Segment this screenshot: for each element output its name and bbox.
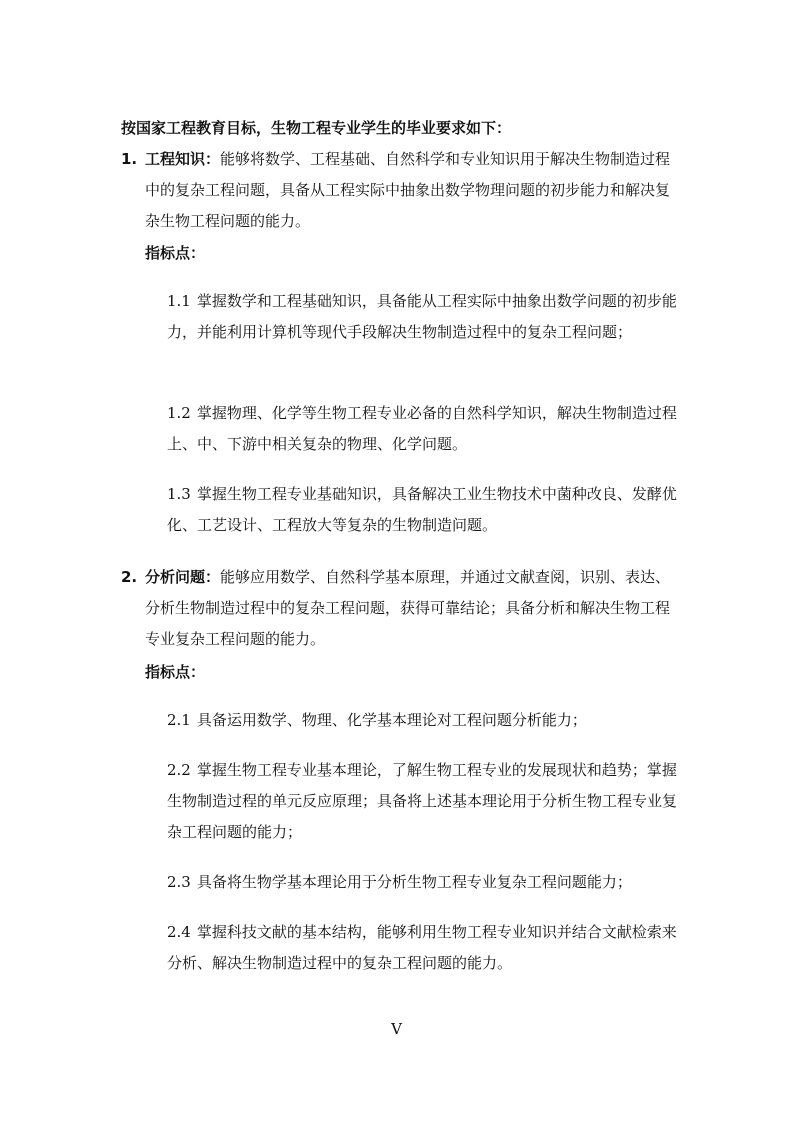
point-number: 1.1 [167,292,191,310]
page-number: V [391,1020,402,1038]
indicator-point-2-2 [167,755,679,848]
indicator-point-1-1 [167,286,679,348]
indicator-point-2-1 [167,705,679,736]
indicator-label: 指标点： [145,663,206,681]
intro-heading: 按国家工程教育目标，生物工程专业学生的毕业要求如下： [121,119,512,137]
point-number: 2.1 [167,711,191,729]
point-number: 2.2 [167,761,191,779]
indicator-point-1-3 [167,479,679,541]
requirement-body [145,144,681,237]
requirement-text: 能够将数学、工程基础、自然科学和专业知识用于解决生物制造过程中的复杂工程问题，具备从工程实际中抽象出数学物理问题的初步能力和解决复杂生物工程问题的能力。 [145,150,671,230]
point-number: 2.4 [167,923,191,941]
point-text: 掌握物理、化学等生物工程专业必备的自然科学知识，解决生物制造过程上、中、下游中相关复杂的物理、化学问题。 [167,404,677,453]
point-text: 掌握生物工程专业基本理论，了解生物工程专业的发展现状和趋势；掌握生物制造过程的单元反应原理；具备将上述基本理论用于分析生物工程专业复杂工程问题的能力； [167,761,678,841]
requirement-number: 1. [121,150,138,168]
requirement-title: 分析问题： [145,568,221,586]
point-text: 具备运用数学、物理、化学基本理论对工程问题分析能力； [196,711,587,729]
requirement-2 [121,562,681,655]
indicator-point-2-3 [167,867,679,898]
requirement-body [145,562,681,655]
point-text: 具备将生物学基本理论用于分析生物工程专业复杂工程问题能力； [196,873,632,891]
requirement-1 [121,144,681,237]
point-number: 1.2 [167,404,191,422]
requirement-title: 工程知识： [145,150,221,168]
point-number: 2.3 [167,873,191,891]
requirement-text: 能够应用数学、自然科学基本原理，并通过文献查阅，识别、表达、分析生物制造过程中的复杂工程问题，获得可靠结论；具备分析和解决生物工程专业复杂工程问题的能力。 [145,568,671,648]
point-text: 掌握数学和工程基础知识，具备能从工程实际中抽象出数学问题的初步能力，并能利用计算机等现代手段解决生物制造过程中的复杂工程问题； [167,292,677,341]
point-text: 掌握生物工程专业基础知识，具备解决工业生物技术中菌种改良、发酵优化、工艺设计、工程放大等复杂的生物制造问题。 [167,485,677,534]
requirement-number: 2. [121,568,138,586]
indicator-label: 指标点： [145,244,206,262]
point-number: 1.3 [167,485,191,503]
indicator-point-2-4 [167,917,679,979]
point-text: 掌握科技文献的基本结构，能够利用生物工程专业知识并结合文献检索来分析、解决生物制造过程中的复杂工程问题的能力。 [167,923,677,972]
indicator-point-1-2 [167,398,679,460]
